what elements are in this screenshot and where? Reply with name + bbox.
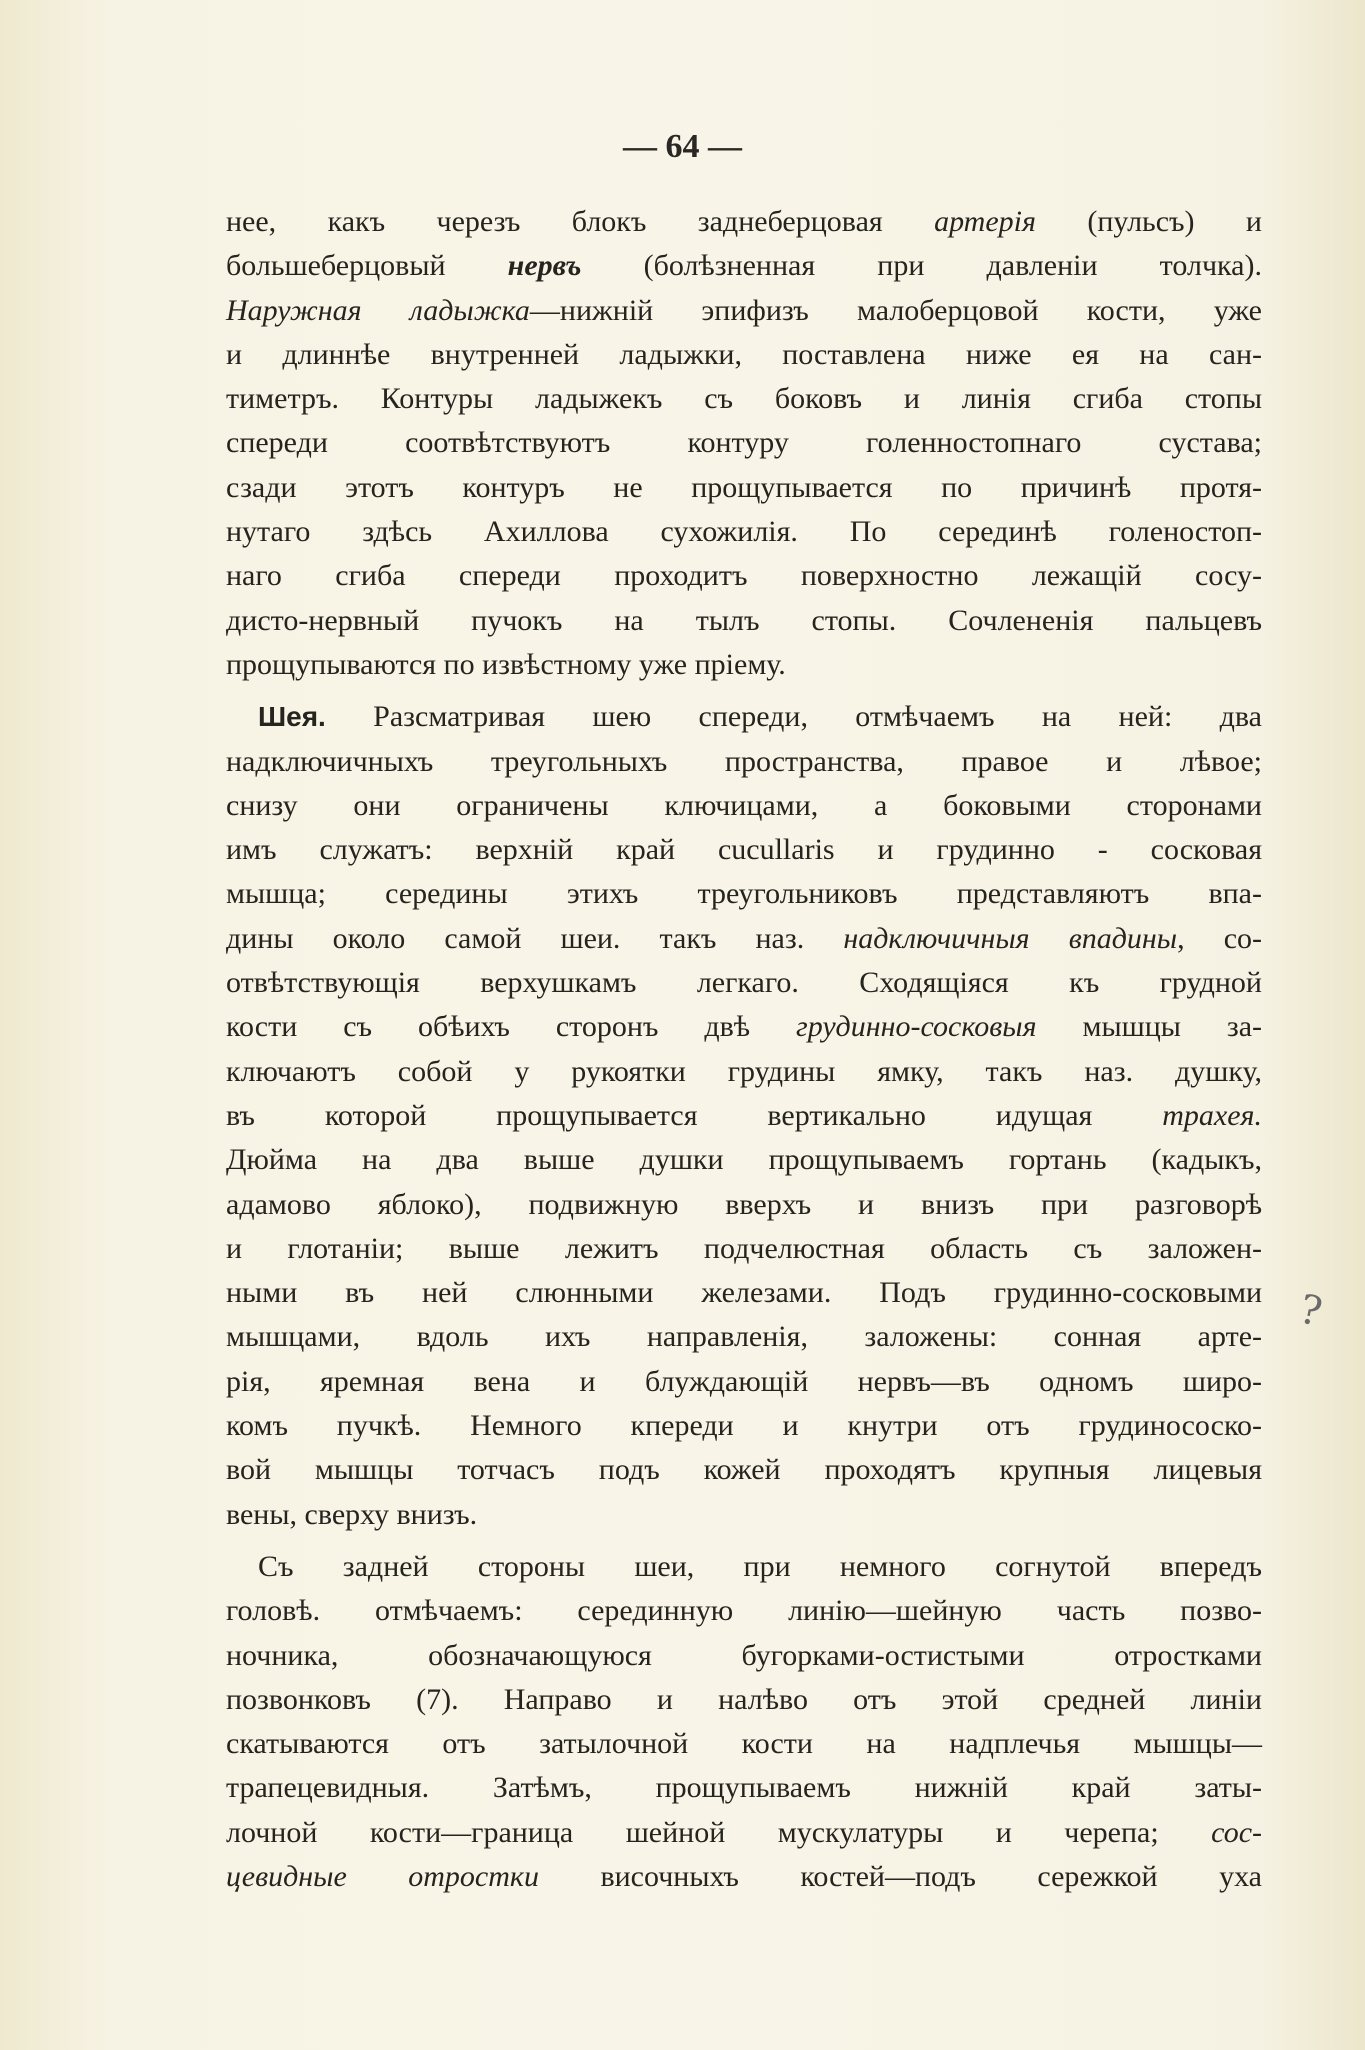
text-line: комъ пучкѣ. Немного кпереди и кнутри отъ грудинососко- — [226, 1409, 1262, 1443]
text-line: позвонковъ (7). Направо и налѣво отъ этой средней линіи — [226, 1682, 1262, 1716]
text-line: лочной кости—граница шейной мускулатуры и черепа; сос- — [226, 1815, 1262, 1849]
text-line: нее, какъ черезъ блокъ заднеберцовая артерія (пульсъ) и — [226, 205, 1262, 238]
text-line: адамово яблоко), подвижную вверхъ и внизъ при разговорѣ — [226, 1187, 1262, 1221]
text-line: имъ служатъ: верхній край cucullaris и грудинно - сосковая — [226, 833, 1262, 867]
text-line: скатываются отъ затылочной кости на надплечья мышцы— — [226, 1727, 1262, 1761]
text-line: вой мышцы тотчасъ подъ кожей проходятъ крупныя лицевыя — [226, 1453, 1262, 1487]
paragraph-neck-front — [226, 695, 1262, 1537]
text-line: ными въ ней слюнными железами. Подъ грудинно-сосковыми — [226, 1276, 1262, 1310]
text-line: цевидные отростки височныхъ костей—подъ сережкой уха — [226, 1859, 1262, 1893]
handwritten-margin-mark: ? — [1295, 1286, 1327, 1336]
paragraph-ankle — [226, 200, 1262, 687]
text-line: рія, яремная вена и блуждающій нервъ—въ одномъ широ- — [226, 1364, 1262, 1398]
text-line: Съ задней стороны шеи, при немного согнутой впередъ — [258, 1549, 1262, 1583]
text-line: Шея. Разсматривая шею спереди, отмѣчаемъ на ней: два — [258, 700, 1262, 734]
text-line: головѣ. отмѣчаемъ: серединную линію—шейную часть позво- — [226, 1594, 1262, 1628]
text-line: ключаютъ собой у рукоятки грудины ямку, такъ наз. душку, — [226, 1054, 1262, 1088]
text-line: снизу они ограничены ключицами, а боковыми сторонами — [226, 788, 1262, 822]
text-line: Наружная ладыжка—нижній эпифизъ малоберцовой кости, уже — [226, 293, 1262, 327]
text-line: тиметръ. Контуры ладыжекъ съ боковъ и линія сгиба стопы — [226, 382, 1262, 416]
text-line: и глотаніи; выше лежитъ подчелюстная область съ заложен- — [226, 1231, 1262, 1265]
text-line: мышца; середины этихъ треугольниковъ представляютъ впа- — [226, 877, 1262, 911]
section-heading: Шея. — [258, 701, 326, 733]
text-line: спереди соотвѣтствуютъ контуру голенностопнаго сустава; — [226, 426, 1262, 460]
text-line: дины около самой шеи. такъ наз. надключичныя впадины, со- — [226, 921, 1263, 955]
text-line: и длиннѣе внутренней ладыжки, поставлена ниже ея на сан- — [226, 337, 1262, 371]
page-body — [226, 200, 1262, 1899]
text-line: сзади этотъ контуръ не прощупывается по причинѣ протя- — [226, 470, 1262, 504]
text-line: прощупываются по извѣстному уже пріему. — [226, 647, 786, 681]
text-line: въ которой прощупывается вертикально идущая трахея. — [226, 1098, 1262, 1132]
paragraph-neck-back — [226, 1545, 1262, 1899]
text-line: отвѣтствующія верхушкамъ легкаго. Сходящіяся къ грудной — [226, 966, 1262, 1000]
text-line: вены, сверху внизъ. — [226, 1497, 478, 1531]
text-line: трапецевидныя. Затѣмъ, прощупываемъ нижній край заты- — [226, 1771, 1262, 1805]
text-line: ночника, обозначающуюся бугорками-остистыми отростками — [226, 1638, 1262, 1672]
text-line: дисто-нервный пучокъ на тылъ стопы. Сочлененія пальцевъ — [226, 603, 1262, 637]
text-line: мышцами, вдоль ихъ направленія, заложены: сонная арте- — [226, 1320, 1262, 1354]
text-line: Дюйма на два выше душки прощупываемъ гортань (кадыкъ, — [226, 1143, 1262, 1177]
text-line: кости съ обѣихъ сторонъ двѣ грудинно-сосковыя мышцы за- — [226, 1010, 1262, 1044]
text-line: надключичныхъ треугольныхъ пространства, правое и лѣвое; — [226, 744, 1262, 778]
text-line: большеберцовый нервъ (болѣзненная при давленіи толчка). — [226, 249, 1262, 283]
text-line: нутаго здѣсь Ахиллова сухожилія. По серединѣ голеностоп- — [226, 515, 1262, 549]
page-number: — 64 — — [623, 128, 742, 165]
text-line: наго сгиба спереди проходитъ поверхностно лежащій сосу- — [226, 559, 1262, 593]
